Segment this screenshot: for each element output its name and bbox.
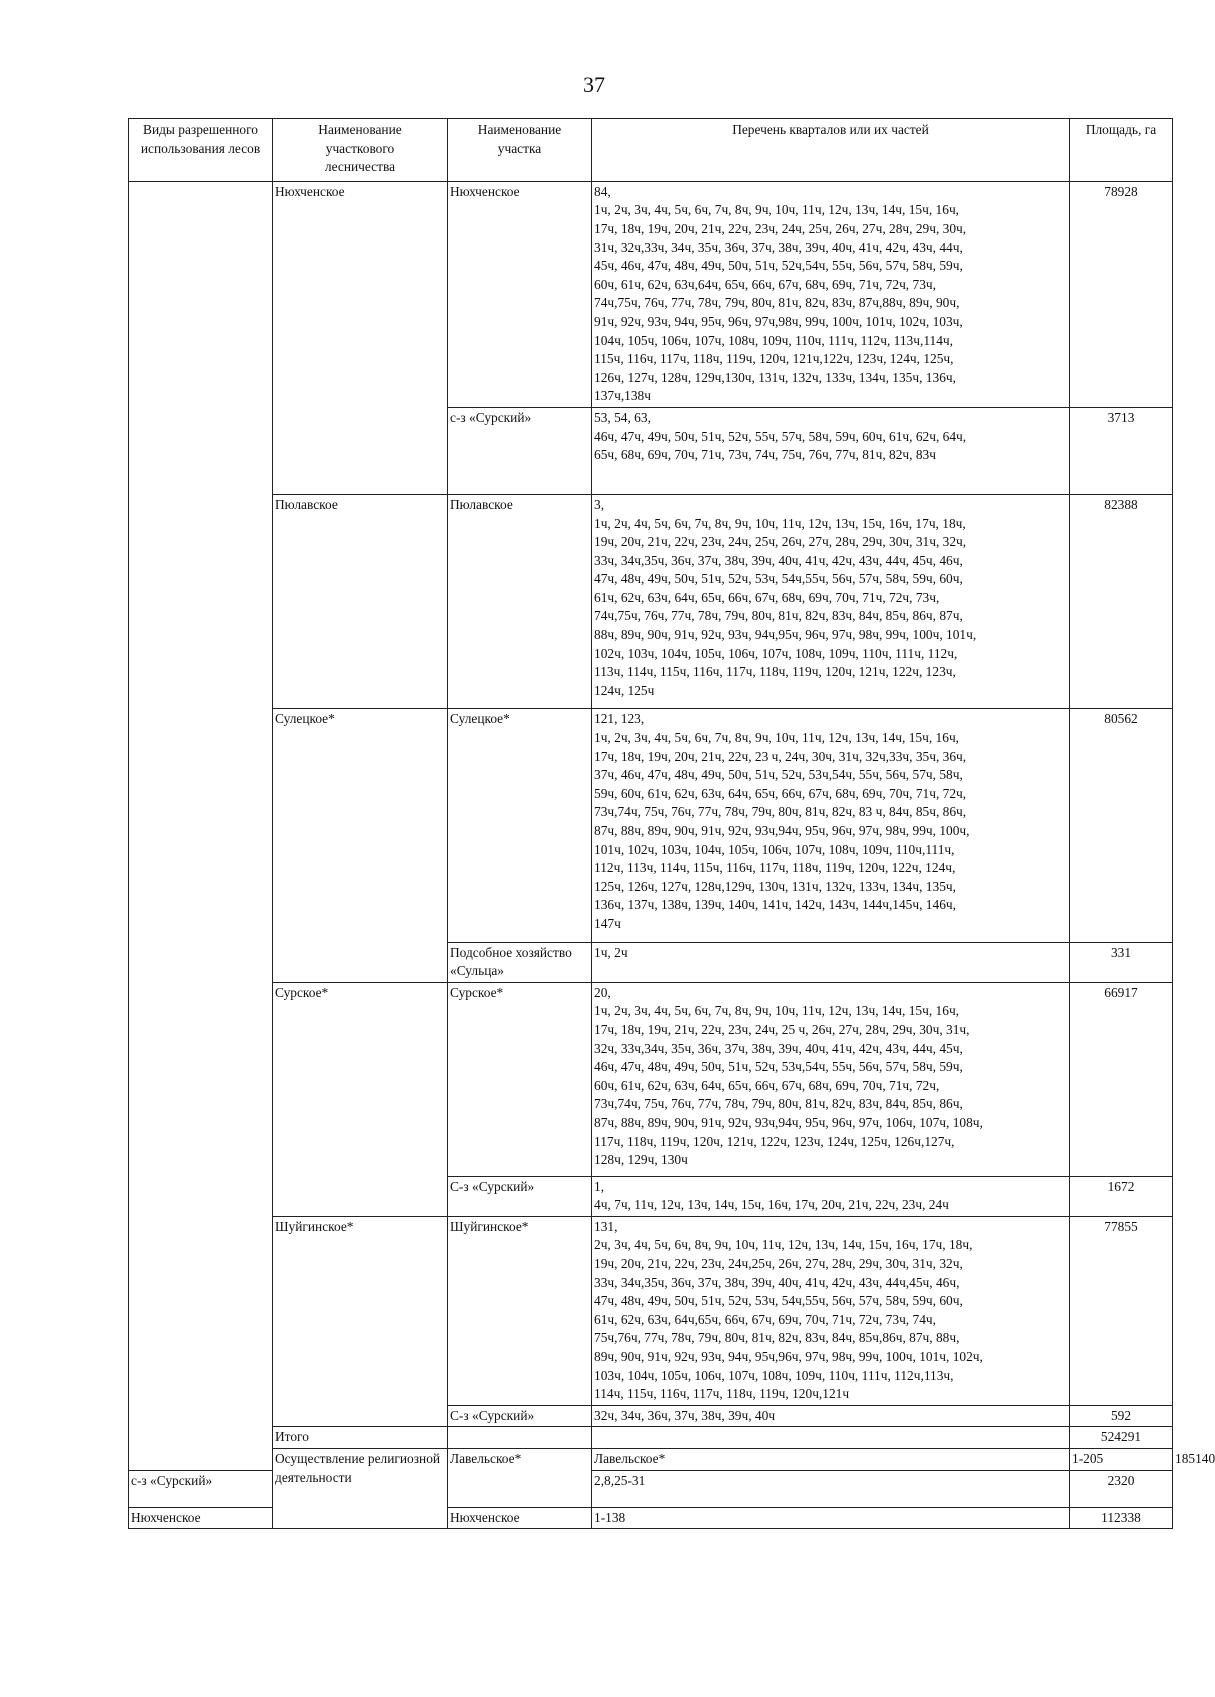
- total-label: Итого: [273, 1427, 448, 1449]
- total-row: [129, 1427, 1173, 1449]
- area-cell: 1672: [1070, 1176, 1173, 1216]
- quarters-cell: 20, 1ч, 2ч, 3ч, 4ч, 5ч, 6ч, 7ч, 8ч, 9ч, 10ч, 11ч, 12ч, 13ч, 14ч, 15ч, 16ч, 17ч, 18ч, 19ч, 21ч, 22ч, 23ч, 24ч, 25 ч, 26ч, 27ч, 28ч, 29ч, 30ч, 31ч, 32ч, 33ч,34ч, 35ч, 36ч, 37ч, 38ч, 39ч, 40ч, 41ч, 42ч, 43ч, 44ч, 45ч, 46ч, 47ч, 48ч, 49ч, 50ч, 51ч, 52ч, 53ч,54ч, 55ч, 56ч, 57ч, 58ч, 59ч, 60ч, 61ч, 62ч, 63ч, 64ч, 65ч, 66ч, 67ч, 68ч, 69ч, 70ч, 71ч, 72ч, 73ч,74ч, 75ч, 76ч, 77ч, 78ч, 79ч, 80ч, 81ч, 82ч, 83ч, 84ч, 85ч, 86ч, 87ч, 88ч, 89ч, 90ч, 91ч, 92ч, 93ч,94ч, 95ч, 96ч, 97ч, 106ч, 107ч, 108ч, 117ч, 118ч, 119ч, 120ч, 121ч, 122ч, 123ч, 124ч, 125ч, 126ч,127ч, 128ч, 129ч, 130ч: [592, 982, 1070, 1176]
- site-cell: Сулецкое*: [448, 709, 592, 942]
- site-cell: Нюхченское: [448, 181, 592, 407]
- forestry-cell: Лавельское*: [448, 1449, 592, 1508]
- header-forestry: Наименование участкового лесничества: [273, 119, 448, 182]
- header-use-type: Виды разрешенного использования лесов: [129, 119, 273, 182]
- site-cell: [448, 1427, 592, 1449]
- area-cell: 77855: [1070, 1216, 1173, 1405]
- header-site: Наименование участка: [448, 119, 592, 182]
- site-cell: Сурское*: [448, 982, 592, 1176]
- site-cell: Лавельское*: [592, 1449, 1070, 1471]
- forestry-cell: Пюлавское: [273, 494, 448, 709]
- area-cell: 3713: [1070, 407, 1173, 494]
- quarters-cell: [592, 1427, 1070, 1449]
- site-cell: Подсобное хозяйство «Сульца»: [448, 942, 592, 982]
- area-cell: 331: [1070, 942, 1173, 982]
- header-area: Площадь, га: [1070, 119, 1173, 182]
- site-cell: Пюлавское: [448, 494, 592, 709]
- site-cell: Шуйгинское*: [448, 1216, 592, 1405]
- quarters-cell: 3, 1ч, 2ч, 4ч, 5ч, 6ч, 7ч, 8ч, 9ч, 10ч, 11ч, 12ч, 13ч, 15ч, 16ч, 17ч, 18ч, 19ч, 20ч, 21ч, 22ч, 23ч, 24ч, 25ч, 26ч, 27ч, 28ч, 29ч, 30ч, 31ч, 32ч, 33ч, 34ч,35ч, 36ч, 37ч, 38ч, 39ч, 40ч, 41ч, 42ч, 43ч, 44ч, 45ч, 46ч, 47ч, 48ч, 49ч, 50ч, 51ч, 52ч, 53ч, 54ч,55ч, 56ч, 57ч, 58ч, 59ч, 60ч, 61ч, 62ч, 63ч, 64ч, 65ч, 66ч, 67ч, 68ч, 69ч, 70ч, 71ч, 72ч, 73ч, 74ч,75ч, 76ч, 77ч, 78ч, 79ч, 80ч, 81ч, 82ч, 83ч, 84ч, 85ч, 86ч, 87ч, 88ч, 89ч, 90ч, 91ч, 92ч, 93ч, 94ч,95ч, 96ч, 97ч, 98ч, 99ч, 100ч, 101ч, 102ч, 103ч, 104ч, 105ч, 106ч, 107ч, 108ч, 109ч, 110ч, 111ч, 112ч, 113ч, 114ч, 115ч, 116ч, 117ч, 118ч, 119ч, 120ч, 121ч, 122ч, 123ч, 124ч, 125ч: [592, 494, 1070, 709]
- forestry-cell: Нюхченское: [273, 181, 448, 494]
- table-row: [129, 982, 1173, 1176]
- site-cell: с-з «Сурский»: [448, 407, 592, 494]
- area-cell: 2320: [1070, 1470, 1173, 1507]
- area-cell: 592: [1070, 1405, 1173, 1427]
- forestry-cell: Шуйгинское*: [273, 1216, 448, 1427]
- quarters-cell: 32ч, 34ч, 36ч, 37ч, 38ч, 39ч, 40ч: [592, 1405, 1070, 1427]
- quarters-cell: 53, 54, 63, 46ч, 47ч, 49ч, 50ч, 51ч, 52ч, 55ч, 57ч, 58ч, 59ч, 60ч, 61ч, 62ч, 64ч, 65ч, 68ч, 69ч, 70ч, 71ч, 73ч, 74ч, 75ч, 76ч, 77ч, 81ч, 82ч, 83ч: [592, 407, 1070, 494]
- forest-use-table: [128, 118, 1215, 1529]
- quarters-cell: 84, 1ч, 2ч, 3ч, 4ч, 5ч, 6ч, 7ч, 8ч, 9ч, 10ч, 11ч, 12ч, 13ч, 14ч, 15ч, 16ч, 17ч, 18ч, 19ч, 20ч, 21ч, 22ч, 23ч, 24ч, 25ч, 26ч, 27ч, 28ч, 29ч, 30ч, 31ч, 32ч,33ч, 34ч, 35ч, 36ч, 37ч, 38ч, 39ч, 40ч, 41ч, 42ч, 43ч, 44ч, 45ч, 46ч, 47ч, 48ч, 49ч, 50ч, 51ч, 52ч,54ч, 55ч, 56ч, 57ч, 58ч, 59ч, 60ч, 61ч, 62ч, 63ч,64ч, 65ч, 66ч, 67ч, 68ч, 69ч, 71ч, 72ч, 73ч, 74ч,75ч, 76ч, 77ч, 78ч, 79ч, 80ч, 81ч, 82ч, 83ч, 87ч,88ч, 89ч, 90ч, 91ч, 92ч, 93ч, 94ч, 95ч, 96ч, 97ч,98ч, 99ч, 100ч, 101ч, 102ч, 103ч, 104ч, 105ч, 106ч, 107ч, 108ч, 109ч, 110ч, 111ч, 112ч, 113ч,114ч, 115ч, 116ч, 117ч, 118ч, 119ч, 120ч, 121ч,122ч, 123ч, 124ч, 125ч, 126ч, 127ч, 128ч, 129ч,130ч, 131ч, 132ч, 133ч, 134ч, 135ч, 136ч, 137ч,138ч: [592, 181, 1070, 407]
- area-cell: 78928: [1070, 181, 1173, 407]
- area-cell: 80562: [1070, 709, 1173, 942]
- table-row: [129, 709, 1173, 942]
- forestry-cell: Сурское*: [273, 982, 448, 1216]
- quarters-cell: 1, 4ч, 7ч, 11ч, 12ч, 13ч, 14ч, 15ч, 16ч, 17ч, 20ч, 21ч, 22ч, 23ч, 24ч: [592, 1176, 1070, 1216]
- table-row: [129, 181, 1173, 407]
- area-cell: 82388: [1070, 494, 1173, 709]
- header-quarters: Перечень кварталов или их частей: [592, 119, 1070, 182]
- forestry-cell: Сулецкое*: [273, 709, 448, 982]
- table-header-row: [129, 119, 1173, 182]
- area-cell: 66917: [1070, 982, 1173, 1176]
- use-type-cell: Осуществление религиозной деятельности: [273, 1449, 448, 1529]
- site-cell: С-з «Сурский»: [448, 1405, 592, 1427]
- quarters-cell: 1ч, 2ч: [592, 942, 1070, 982]
- site-cell: с-з «Сурский»: [129, 1470, 273, 1507]
- table-row: Осуществление религиозной деятельности Лавельское* Лавельское* 1-205 185140: [129, 1449, 1173, 1471]
- use-type-cell: [129, 181, 273, 1470]
- quarters-cell: 131, 2ч, 3ч, 4ч, 5ч, 6ч, 8ч, 9ч, 10ч, 11ч, 12ч, 13ч, 14ч, 15ч, 16ч, 17ч, 18ч, 19ч, 20ч, 21ч, 22ч, 23ч, 24ч,25ч, 26ч, 27ч, 28ч, 29ч, 30ч, 31ч, 32ч, 33ч, 34ч,35ч, 36ч, 37ч, 38ч, 39ч, 40ч, 41ч, 42ч, 43ч, 44ч,45ч, 46ч, 47ч, 48ч, 49ч, 50ч, 51ч, 52ч, 53ч, 54ч,55ч, 56ч, 57ч, 58ч, 59ч, 60ч, 61ч, 62ч, 63ч, 64ч,65ч, 66ч, 67ч, 69ч, 70ч, 71ч, 72ч, 73ч, 74ч, 75ч,76ч, 77ч, 78ч, 79ч, 80ч, 81ч, 82ч, 83ч, 84ч, 85ч,86ч, 87ч, 88ч, 89ч, 90ч, 91ч, 92ч, 93ч, 94ч, 95ч,96ч, 97ч, 98ч, 99ч, 100ч, 101ч, 102ч, 103ч, 104ч, 105ч, 106ч, 107ч, 108ч, 109ч, 110ч, 111ч, 112ч,113ч, 114ч, 115ч, 116ч, 117ч, 118ч, 119ч, 120ч,121ч: [592, 1216, 1070, 1405]
- table-row: [129, 1216, 1173, 1405]
- quarters-cell: 1-138: [592, 1507, 1070, 1529]
- table-row: [129, 494, 1173, 709]
- quarters-cell: 121, 123, 1ч, 2ч, 3ч, 4ч, 5ч, 6ч, 7ч, 8ч, 9ч, 10ч, 11ч, 12ч, 13ч, 14ч, 15ч, 16ч, 17ч, 18ч, 19ч, 20ч, 21ч, 22ч, 23 ч, 24ч, 30ч, 31ч, 32ч,33ч, 35ч, 36ч, 37ч, 46ч, 47ч, 48ч, 49ч, 50ч, 51ч, 52ч, 53ч,54ч, 55ч, 56ч, 57ч, 58ч, 59ч, 60ч, 61ч, 62ч, 63ч, 64ч, 65ч, 66ч, 67ч, 68ч, 69ч, 70ч, 71ч, 72ч, 73ч,74ч, 75ч, 76ч, 77ч, 78ч, 79ч, 80ч, 81ч, 82ч, 83 ч, 84ч, 85ч, 86ч, 87ч, 88ч, 89ч, 90ч, 91ч, 92ч, 93ч,94ч, 95ч, 96ч, 97ч, 98ч, 99ч, 100ч, 101ч, 102ч, 103ч, 104ч, 105ч, 106ч, 107ч, 108ч, 109ч, 110ч,111ч, 112ч, 113ч, 114ч, 115ч, 116ч, 117ч, 118ч, 119ч, 120ч, 122ч, 124ч, 125ч, 126ч, 127ч, 128ч,129ч, 130ч, 131ч, 132ч, 133ч, 134ч, 135ч, 136ч, 137ч, 138ч, 139ч, 140ч, 141ч, 142ч, 143ч, 144ч,145ч, 146ч, 147ч: [592, 709, 1070, 942]
- area-cell: 112338: [1070, 1507, 1173, 1529]
- site-cell: С-з «Сурский»: [448, 1176, 592, 1216]
- forestry-cell: Нюхченское: [129, 1507, 273, 1529]
- site-cell: Нюхченское: [448, 1507, 592, 1529]
- quarters-cell: 1-205: [1070, 1449, 1173, 1471]
- page-number: 37: [583, 72, 605, 97]
- total-area: 524291: [1070, 1427, 1173, 1449]
- quarters-cell: 2,8,25-31: [592, 1470, 1070, 1507]
